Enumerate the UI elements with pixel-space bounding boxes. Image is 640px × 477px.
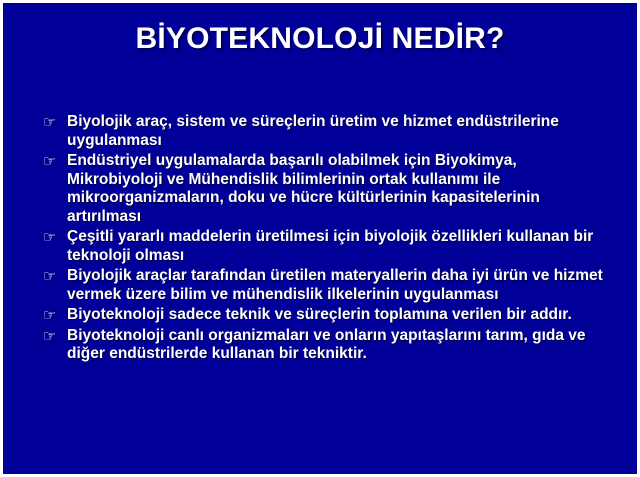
bullet-item [43, 267, 613, 304]
bullet-item [43, 152, 613, 226]
pointing-hand-icon: ☞ [43, 229, 57, 246]
pointing-hand-icon: ☞ [43, 307, 57, 324]
bullet-list [43, 113, 613, 366]
pointing-hand-icon: ☞ [43, 114, 57, 131]
bullet-text: Biyoteknoloji sadece teknik ve süreçlerin toplamına verilen bir addır. [67, 306, 572, 323]
bullet-text: Çeşitli yararlı maddelerin üretilmesi için biyolojik özellikleri kullanan bir teknoloji olması [67, 228, 594, 264]
bullet-text: Endüstriyel uygulamalarda başarılı olabilmek için Biyokimya, Mikrobiyoloji ve Mühendislik bilimlerinin ortak kullanımı ile mikroorganizmaların, doku ve hücre kültürlerinin kapasitelerinin artırılması [67, 152, 540, 225]
bullet-text: Biyoteknoloji canlı organizmaları ve onların yapıtaşlarını tarım, gıda ve diğer endüstrilerde kullanan bir tekniktir. [67, 326, 586, 362]
pointing-hand-icon: ☞ [43, 153, 57, 170]
pointing-hand-icon: ☞ [43, 268, 57, 285]
slide-title: BİYOTEKNOLOJİ NEDİR? [135, 22, 505, 55]
bullet-item [43, 113, 613, 150]
pointing-hand-icon: ☞ [43, 327, 57, 345]
bullet-item [43, 327, 613, 364]
bullet-text: Biyolojik araçlar tarafından üretilen materyallerin daha iyi ürün ve hizmet vermek üzere bilim ve mühendislik ilkelerinin uygulanması [67, 267, 603, 303]
bullet-item [43, 306, 613, 325]
slide [3, 3, 637, 474]
bullet-text: Biyolojik araç, sistem ve süreçlerin üretim ve hizmet endüstrilerine uygulanması [67, 113, 559, 149]
bullet-item [43, 228, 613, 265]
